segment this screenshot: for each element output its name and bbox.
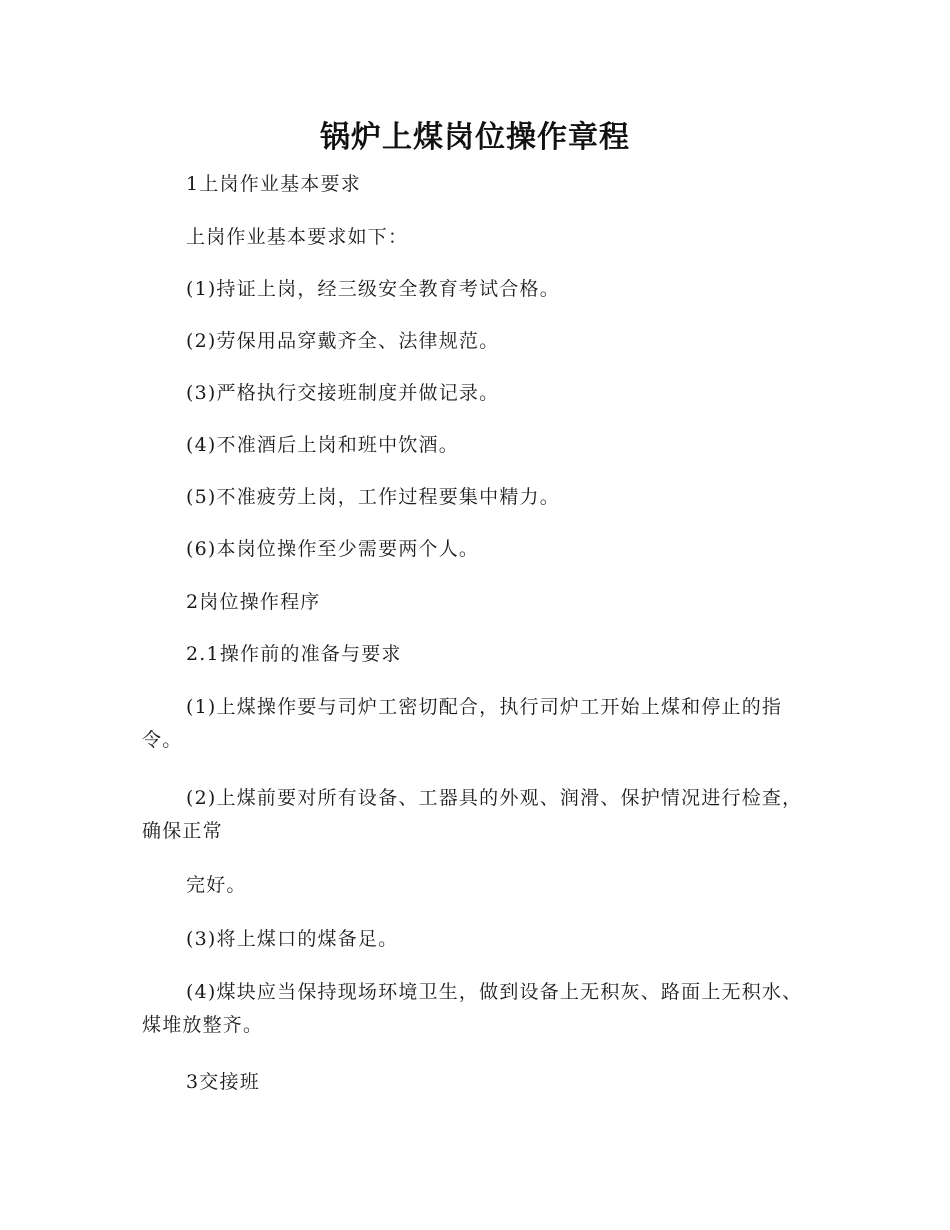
subsection-heading: 2.1操作前的准备与要求 [186,643,402,665]
list-item: (2)劳保用品穿戴齐全、法律规范。 [186,330,500,352]
document-title: 锅炉上煤岗位操作章程 [320,120,630,155]
list-item: (3)将上煤口的煤备足。 [186,928,399,950]
section-heading-3: 3交接班 [186,1071,260,1093]
list-item: (1)上煤操作要与司炉工密切配合，执行司炉工开始上煤和停止的指令。 [142,696,783,751]
list-item: (6)本岗位操作至少需要两个人。 [186,538,480,560]
list-item: (1)持证上岗，经三级安全教育考试合格。 [186,278,560,300]
section-heading-1: 1上岗作业基本要求 [186,173,361,195]
list-item: (4)不准酒后上岗和班中饮酒。 [186,434,459,456]
list-item: (2)上煤前要对所有设备、工器具的外观、润滑、保护情况进行检查，确保正常 [142,787,803,842]
section-heading-2: 2岗位操作程序 [186,591,321,613]
paragraph-continuation: 完好。 [186,874,247,896]
list-item: (5)不准疲劳上岗，工作过程要集中精力。 [186,486,560,508]
list-item: (4)煤块应当保持现场环境卫生，做到设备上无积灰、路面上无积水、煤堆放整齐。 [142,981,803,1036]
list-item: (3)严格执行交接班制度并做记录。 [186,382,500,404]
paragraph: 上岗作业基本要求如下： [186,226,409,248]
